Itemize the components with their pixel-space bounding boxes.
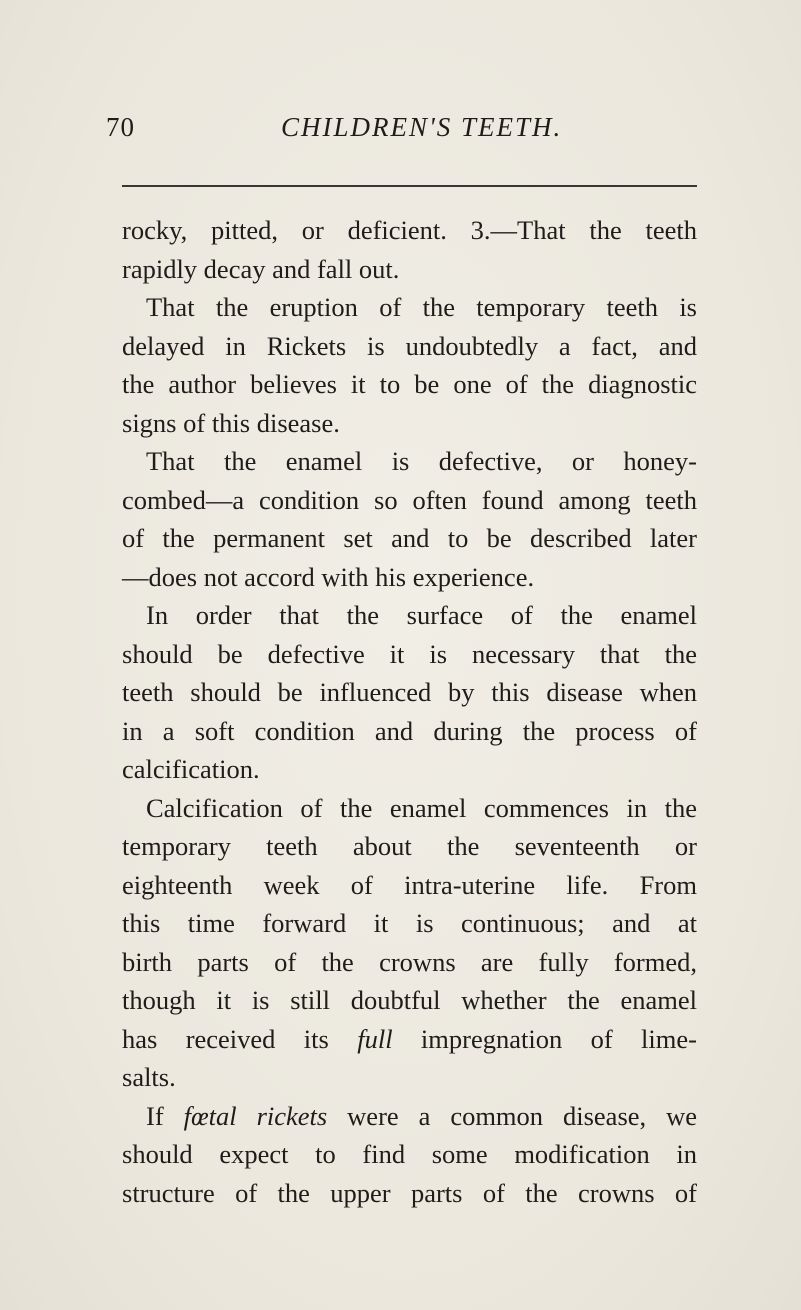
text-line-24-start: If [146,1100,184,1131]
text-line-22-end: impregnation of lime- [392,1023,697,1054]
text-line-22-start: has received its [122,1023,358,1054]
text-line-12: should be defective it is necessary that the [122,638,697,669]
running-title: CHILDREN'S TEETH. [281,112,563,142]
text-line-7: That the enamel is defective, or honey- [146,446,697,476]
text-line-17: temporary teeth about the seventeenth or [122,831,697,861]
text-line-15: calcification. [122,754,260,784]
text-line-14: in a soft condition and during the process of [122,715,697,746]
text-line-5: the author believes it to be one of the diagnostic [122,369,697,399]
text-line-8: combed—a condition so often found among teeth [122,484,697,515]
text-line-24-italic: fœtal rickets [183,1100,328,1131]
text-line-26: structure of the upper parts of the crowns of [122,1177,697,1208]
text-line-6: signs of this disease. [122,407,340,438]
text-line-2: rapidly decay and fall out. [122,253,400,284]
text-line-16: Calcification of the enamel commences in the [146,792,697,823]
text-line-1: rocky, pitted, or deficient. 3.—That the teeth [122,215,697,245]
text-line-4: delayed in Rickets is undoubtedly a fact, and [122,330,697,361]
text-line-24-end: were a common disease, we [327,1100,697,1131]
text-line-19: this time forward it is continuous; and at [122,908,697,938]
text-line-18: eighteenth week of intra-uterine life. From [122,869,697,900]
text-line-24 [122,1097,697,1136]
text-line-3: That the eruption of the temporary teeth is [146,292,697,322]
text-line-22-italic: full [357,1023,393,1054]
text-line-11: In order that the surface of the enamel [146,600,697,630]
running-head [106,112,696,152]
text-line-21: though it is still doubtful whether the enamel [122,985,697,1015]
text-line-10: —does not accord with his experience. [122,561,535,592]
header-rule [122,185,697,187]
text-line-25: should expect to find some modification in [122,1139,697,1169]
body-text [122,211,697,1212]
text-line-23: salts. [122,1062,176,1092]
page-number: 70 [106,112,135,142]
text-line-20: birth parts of the crowns are fully formed, [122,946,697,977]
text-line-9: of the permanent set and to be described later [122,523,697,553]
text-line-22 [122,1020,697,1059]
text-line-13: teeth should be influenced by this disease when [122,677,697,707]
